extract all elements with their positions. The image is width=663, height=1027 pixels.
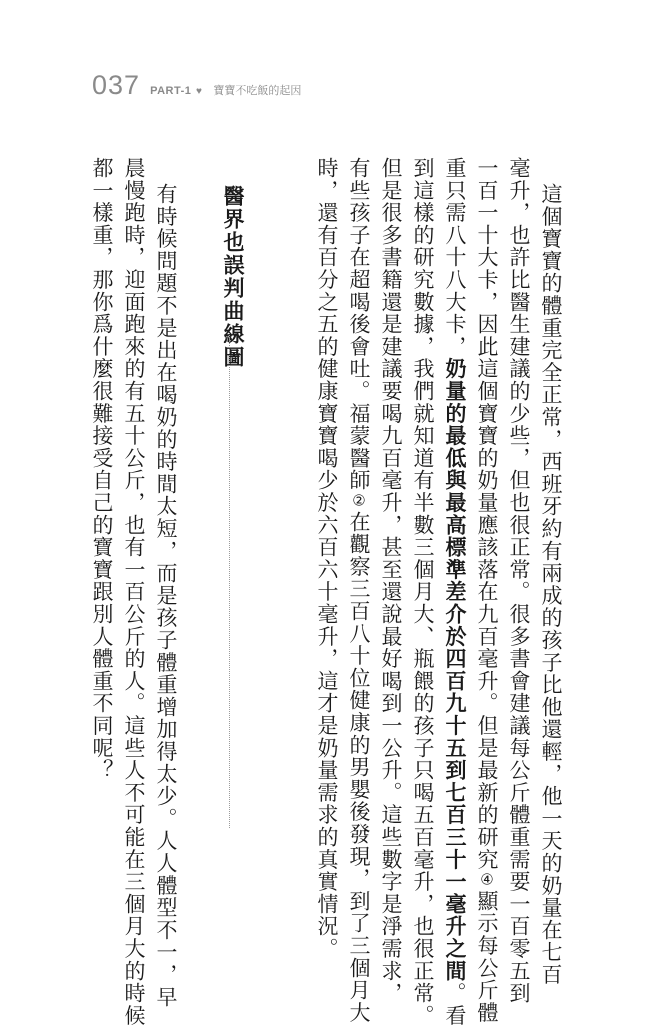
- body-line-3-text: 一百一十大卡，因此這個寶寶的奶量應該落在九百毫升。但是最新的研究: [475, 157, 499, 871]
- section-line-1: 有時候問題不是出在喝奶的時間太短，而是孩子體重增加得太少。人人體型不一，早: [154, 183, 178, 1009]
- body-line-7-a: 有些孩子在超喝後會吐。福蒙醫師: [347, 157, 371, 492]
- body-line-7: [348, 157, 369, 1024]
- body-line-5: 到這樣的研究數據，我們就知道有半數三個月大、瓶餵的孩子只喝五百毫升，也很正常。: [411, 157, 435, 1027]
- body-line-4: [444, 157, 465, 1027]
- heart-icon: ♥: [195, 86, 203, 97]
- page-number: 037: [92, 70, 141, 100]
- chapter-title: 寶寶不吃飯的起因: [213, 84, 302, 97]
- part-label: [150, 85, 203, 97]
- running-header: [92, 70, 301, 101]
- body-line-8: 時，還有百分之五的健康寶寶喝少於六百六十毫升，這才是奶量需求的真實情況。: [315, 157, 339, 960]
- emphasis-milk-range: 奶量的最低與最高標準差介於四百九十五到七百三十一毫升之間: [443, 357, 467, 983]
- body-line-6: 但是很多書籍還是建議要喝九百毫升，甚至還說最好喝到一公升。這些數字是淨需求，: [379, 157, 403, 1005]
- section-heading: 醫界也誤判曲線圖: [221, 185, 245, 369]
- part-number: PART-1: [150, 85, 192, 97]
- body-line-4-a: 重只需八十八大卡，: [443, 157, 467, 358]
- body-line-3: [476, 157, 497, 1024]
- section-line-2: 晨慢跑時，迎面跑來的有五十公斤，也有一百公斤的人。這些人不可能在三個月大的時候: [122, 157, 146, 1027]
- body-line-1: 這個寶寶的體重完全正常，西班牙約有兩成的孩子比他還輕，他一天的奶量在七百: [539, 183, 563, 986]
- heading-dotted-rule: [229, 333, 230, 828]
- footnote-ref-2: ②: [350, 491, 368, 511]
- section-line-3: 都一樣重，那你爲什麼很難接受自己的寶寶跟別人體重不同呢？: [90, 157, 114, 782]
- body-line-4-b: 。看: [443, 982, 467, 1027]
- body-line-2: 毫升，也許比醫生建議的少些，但也很正常。很多書會建議每公斤體重需要一百零五到: [507, 157, 531, 1005]
- body-line-3-end: 顯示每公斤體: [475, 889, 499, 1024]
- footnote-ref-4: ④: [478, 870, 496, 890]
- body-line-7-b: 在觀察三百八十位健康的男嬰後發現，到了三個月大: [347, 510, 371, 1024]
